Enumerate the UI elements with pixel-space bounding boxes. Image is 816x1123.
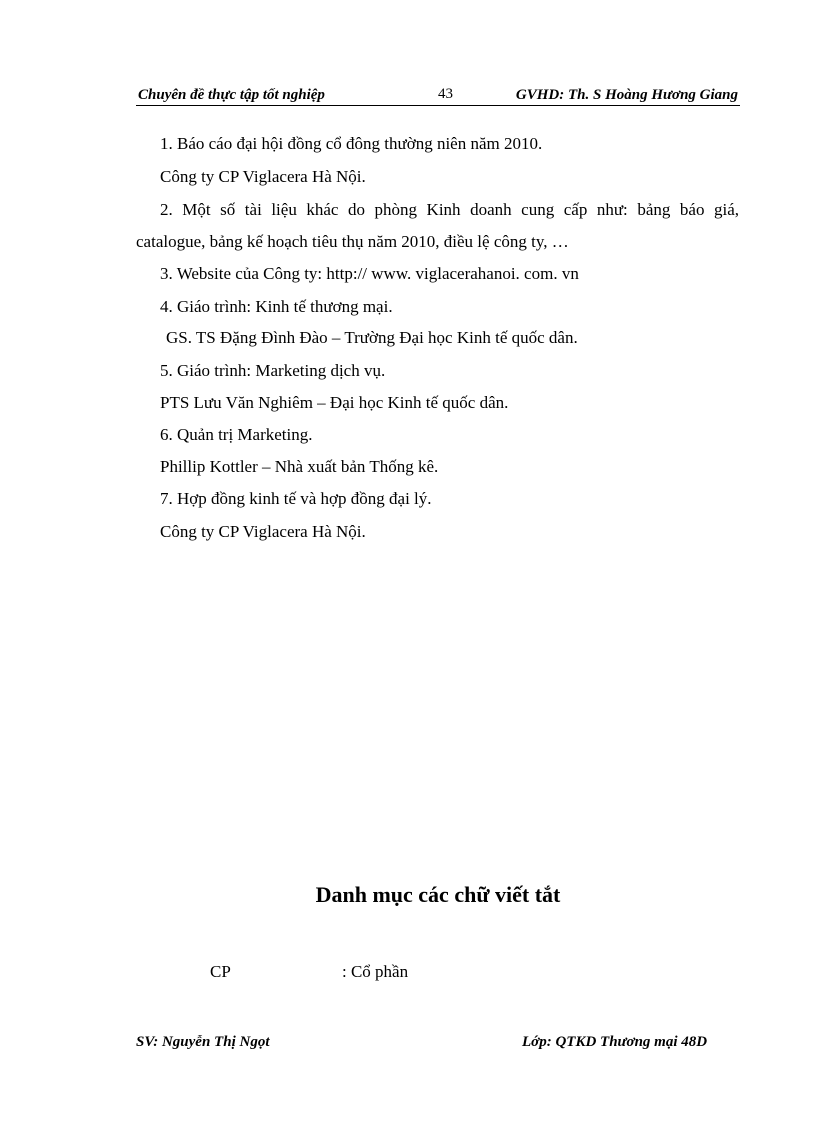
abbreviation-term: CP — [210, 962, 231, 981]
reference-5-source: PTS Lưu Văn Nghiêm – Đại học Kinh tế quốc dân. — [160, 393, 509, 412]
reference-6-source: Phillip Kottler – Nhà xuất bản Thống kê. — [160, 457, 439, 476]
footer-student: SV: Nguyễn Thị Ngọt — [136, 1034, 270, 1050]
reference-7-source: Công ty CP Viglacera Hà Nội. — [160, 522, 366, 541]
reference-6-title: 6. Quản trị Marketing. — [160, 425, 313, 444]
reference-7-title: 7. Hợp đồng kinh tế và hợp đồng đại lý. — [160, 489, 432, 508]
reference-2-line-2: catalogue, bảng kế hoạch tiêu thụ năm 2010, điều lệ công ty, … — [136, 232, 569, 251]
reference-2-line-1: 2. Một số tài liệu khác do phòng Kinh doanh cung cấp như: bảng báo giá, — [160, 200, 739, 219]
abbreviation-definition: : Cổ phần — [342, 962, 409, 981]
reference-5-title: 5. Giáo trình: Marketing dịch vụ. — [160, 361, 386, 380]
page-header — [136, 85, 740, 106]
reference-1-title: 1. Báo cáo đại hội đồng cổ đông thường niên năm 2010. — [160, 134, 543, 153]
page-number: 43 — [438, 86, 453, 102]
header-document-title: Chuyên đề thực tập tốt nghiệp — [138, 87, 325, 103]
reference-4-title: 4. Giáo trình: Kinh tế thương mại. — [160, 297, 393, 316]
footer-class: Lớp: QTKD Thương mại 48D — [522, 1034, 708, 1050]
reference-1-source: Công ty CP Viglacera Hà Nội. — [160, 167, 366, 186]
reference-4-source: GS. TS Đặng Đình Đào – Trường Đại học Kinh tế quốc dân. — [166, 328, 578, 347]
abbreviations-heading: Danh mục các chữ viết tắt — [315, 882, 561, 907]
header-supervisor: GVHD: Th. S Hoàng Hương Giang — [515, 87, 738, 103]
reference-3-title: 3. Website của Công ty: http:// www. viglacerahanoi. com. vn — [160, 264, 579, 283]
